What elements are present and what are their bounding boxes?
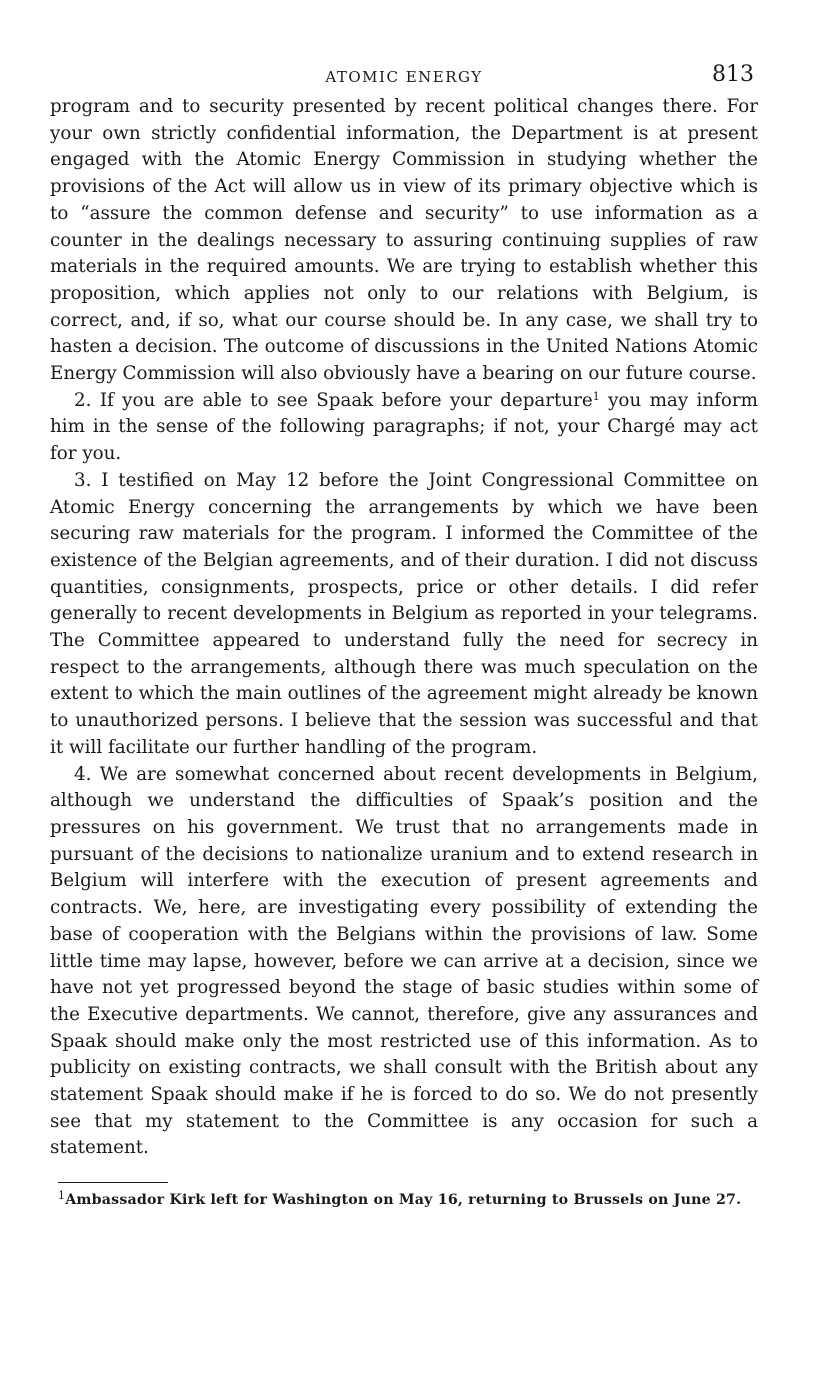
paragraph-4: 4. We are somewhat concerned about recent developments in Belgium, although we understand the difficulties of Spaak’s position and the pressures on his government. We trust that no arrangements made in pursuant of the decisions to nationalize uranium and to extend research in Belgium will interfere with the execution of present agreements and contracts. We, here, are investigating every possibility of extending the base of cooperation with the Belgians within the provisions of law. Some little time may lapse, however, before we can arrive at a decision, since we have not yet progressed beyond the stage of basic studies within some of the Executive departments. We cannot, therefore, give any assurances and Spaak should make only the most restricted use of this information. As to publicity on existing contracts, we shall consult with the British about any statement Spaak should make if he is forced to do so. We do not presently see that my statement to the Committee is any occasion for such a statement. bbox=[50, 763, 758, 1159]
paragraph-2-text-end: you may inform him in the sense of the following paragraphs; if not, your Chargé may act for you. bbox=[50, 389, 758, 465]
footnote-divider bbox=[58, 1182, 168, 1183]
footnote-reference: 1 bbox=[592, 389, 600, 403]
paragraph-2-text-start: 2. If you are able to see Spaak before your departure bbox=[74, 389, 593, 411]
page-number: 813 bbox=[712, 62, 754, 87]
running-title: ATOMIC ENERGY bbox=[325, 68, 483, 86]
paragraph-3: 3. I testified on May 12 before the Joint Congressional Committee on Atomic Energy concerning the arrangements by which we have been securing raw materials for the program. I informed the Committee of the existence of the Belgian agreements, and of their duration. I did not discuss quantities, consignments, prospects, price or other details. I did refer generally to recent developments in Belgium as reported in your telegrams. The Committee appeared to understand fully the need for secrecy in respect to the arrangements, although there was much speculation on the extent to which the main outlines of the agreement might already be known to unauthorized persons. I believe that the session was successful and that it will facilitate our further handling of the program. bbox=[50, 469, 758, 758]
footnote bbox=[50, 1191, 758, 1209]
footnote-text: Ambassador Kirk left for Washington on May 16, returning to Brussels on June 27. bbox=[65, 1192, 742, 1209]
paragraph-1: program and to security presented by recent political changes there. For your own strictly confidential information, the Department is at present engaged with the Atomic Energy Commission in studying whether the provisions of the Act will allow us in view of its primary objective which is to “assure the common defense and security” to use information as a counter in the dealings necessary to assuring continuing supplies of raw materials in the required amounts. We are trying to establish whether this proposition, which applies not only to our relations with Belgium, is correct, and, if so, what our course should be. In any case, we shall try to hasten a decision. The outcome of discussions in the United Nations Atomic Energy Commission will also obviously have a bearing on our future course. bbox=[50, 96, 758, 385]
document-page bbox=[50, 60, 758, 1209]
body-text bbox=[50, 94, 758, 1162]
running-header bbox=[50, 60, 758, 94]
paragraph-2 bbox=[50, 388, 758, 468]
footnote-marker: 1 bbox=[58, 1189, 66, 1203]
